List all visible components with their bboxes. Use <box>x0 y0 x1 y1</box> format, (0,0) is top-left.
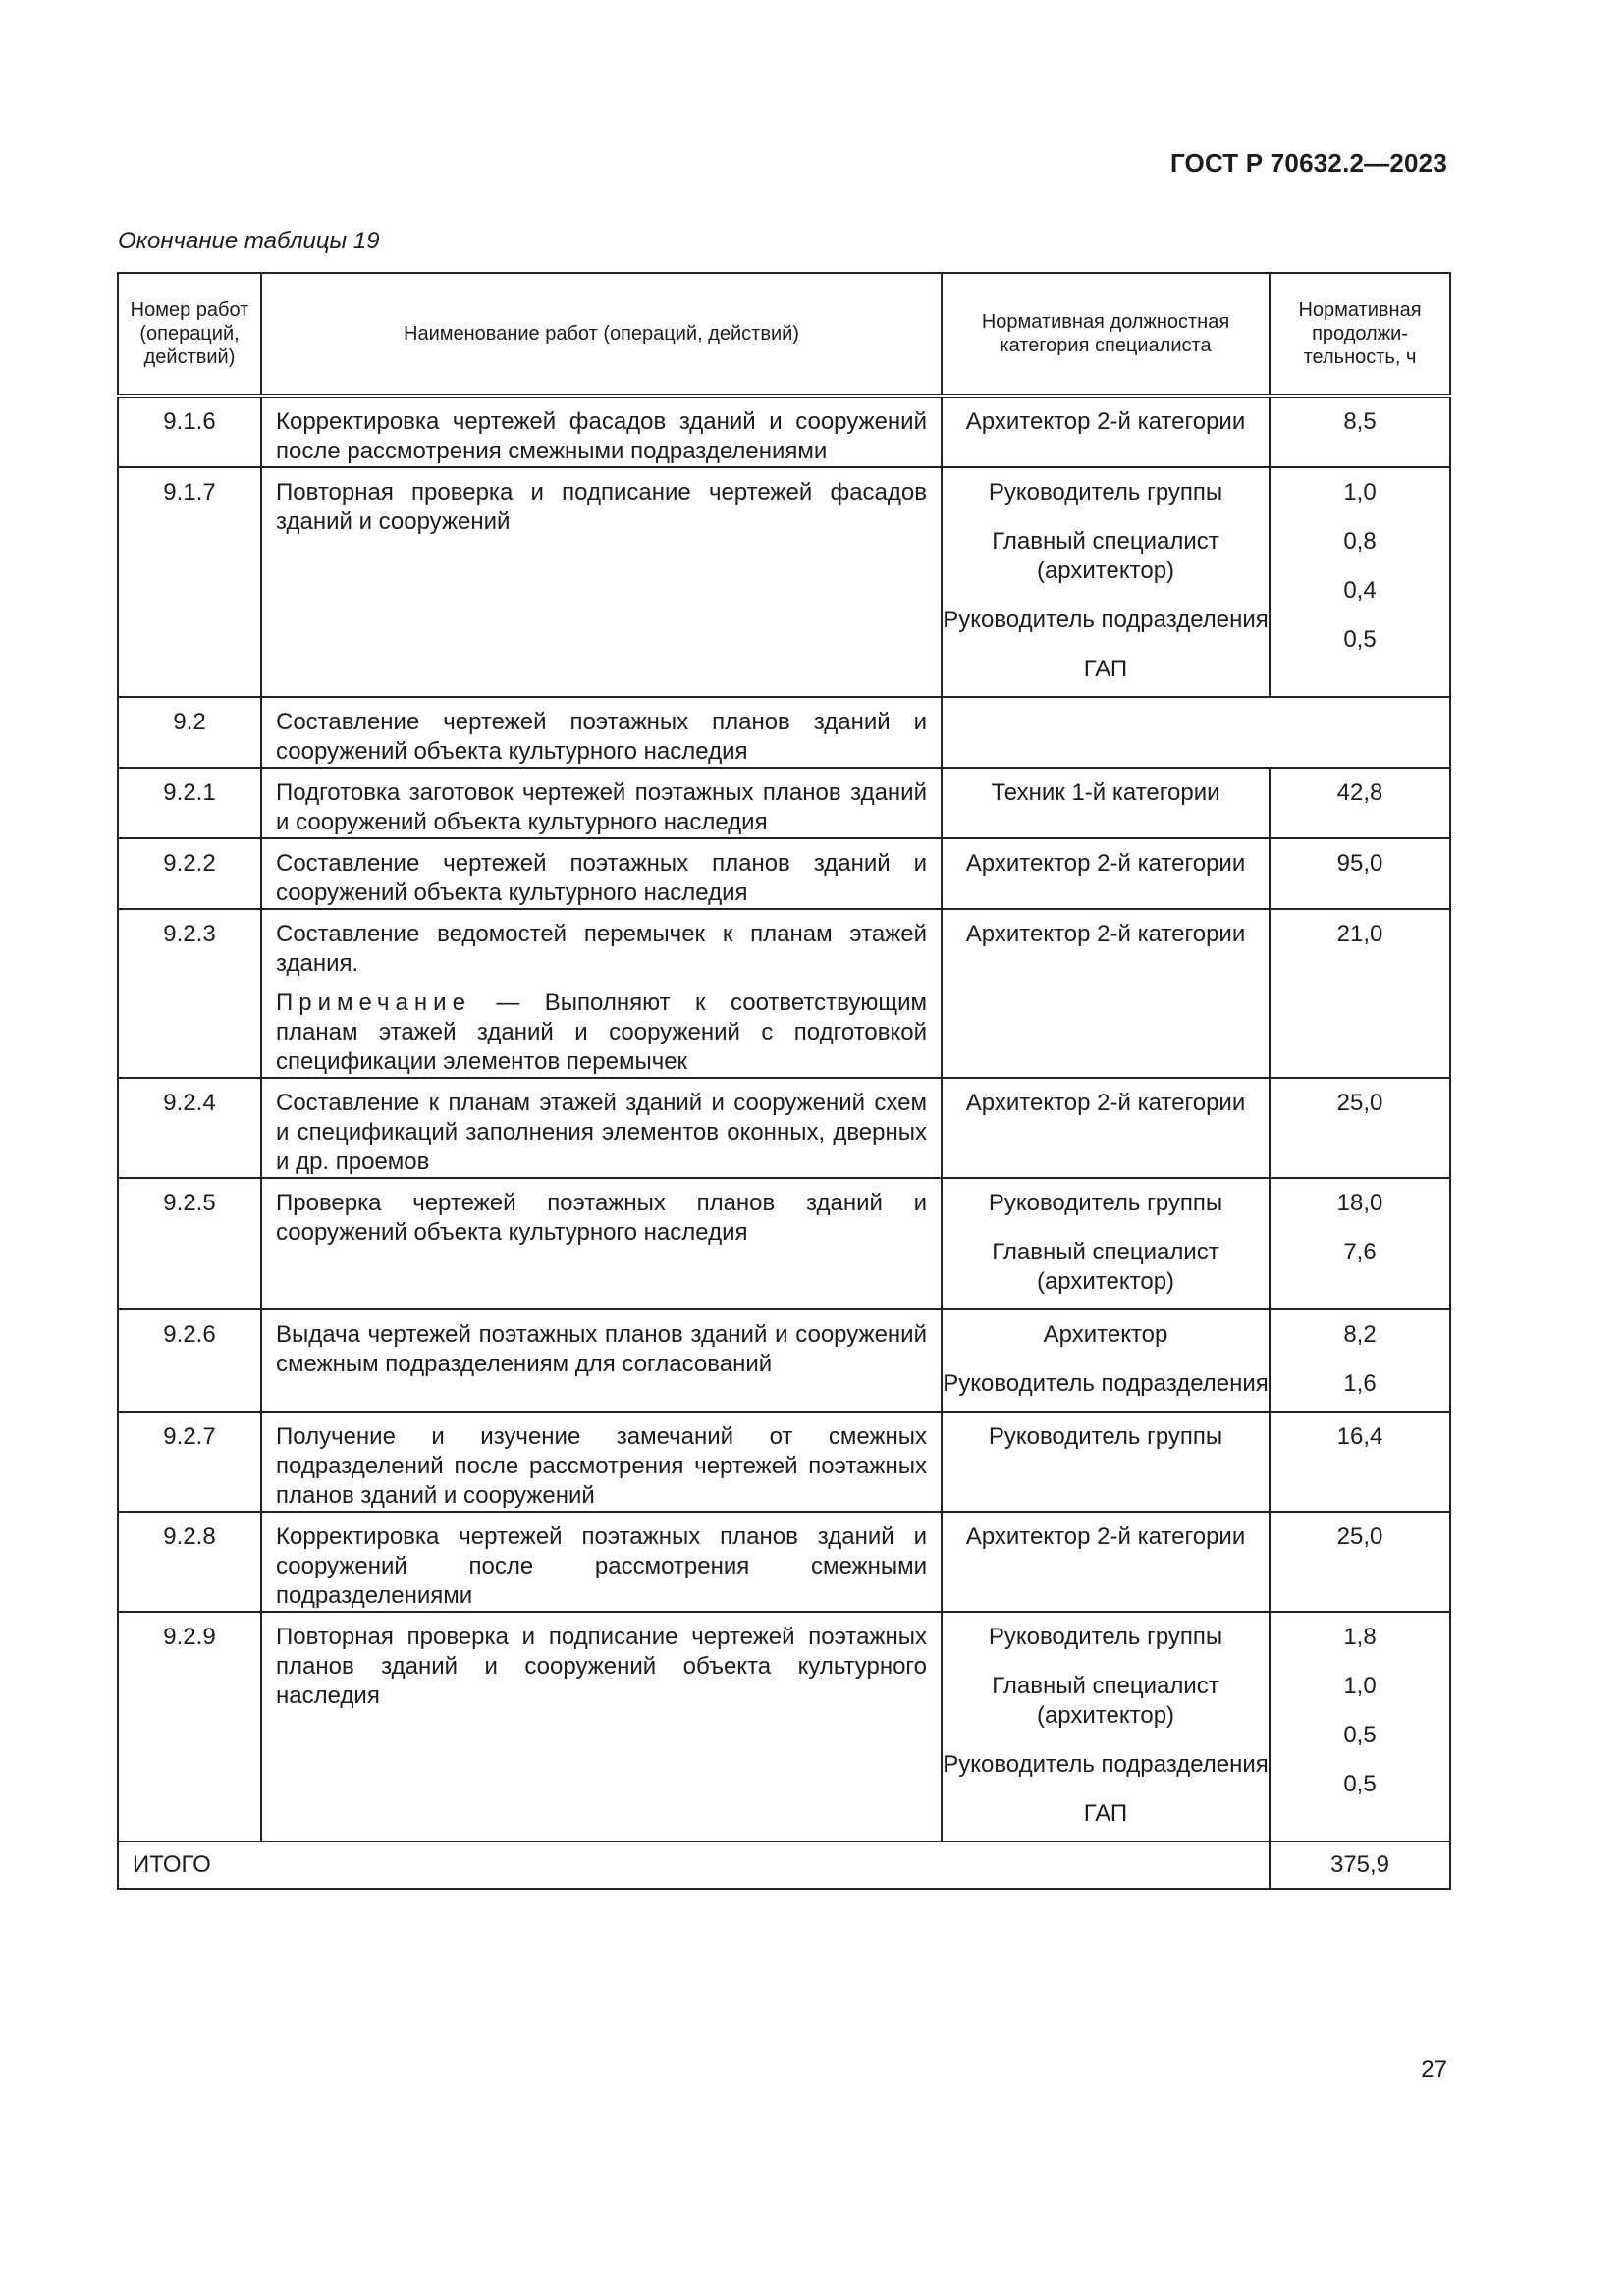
table-header-row <box>118 273 1450 396</box>
table-row <box>118 1178 1450 1309</box>
total-label: ИТОГО <box>118 1842 1270 1889</box>
table-row <box>118 1412 1450 1512</box>
work-name-cell <box>261 467 942 697</box>
note-label: Примечание <box>276 989 471 1016</box>
position-cell <box>942 1078 1270 1178</box>
duration-cell <box>1270 838 1450 909</box>
position-text: Архитектор 2-й категории <box>965 408 1246 435</box>
work-number-cell: 9.2.4 <box>118 1078 261 1178</box>
table-row <box>118 838 1450 909</box>
duration-text: 1,6 <box>1343 1370 1377 1397</box>
work-number-cell: 9.1.6 <box>118 396 261 467</box>
duration-text: 0,8 <box>1343 528 1377 555</box>
duration-cell <box>1270 1309 1450 1412</box>
position-text: Главный специалист (архитектор) <box>992 528 1219 584</box>
note-text: — Выполняют к соответствующим планам этажей зданий и сооружений с подготовкой спецификации элементов перемычек <box>276 989 927 1075</box>
position-text: Руководитель группы <box>988 1624 1223 1650</box>
table-row <box>118 697 1450 768</box>
work-name-text: Корректировка чертежей фасадов зданий и сооружений после рассмотрения смежными подразделениями <box>276 408 927 464</box>
total-value: 375,9 <box>1270 1842 1450 1889</box>
header-number: Номер работ (операций, действий) <box>118 273 261 396</box>
position-text: Архитектор 2-й категории <box>965 1090 1246 1116</box>
table-body <box>118 396 1450 1889</box>
work-name-cell <box>261 838 942 909</box>
table-row <box>118 467 1450 697</box>
work-number-cell: 9.2.9 <box>118 1612 261 1842</box>
table-row <box>118 909 1450 1078</box>
work-name-cell <box>261 1178 942 1309</box>
table-row <box>118 1512 1450 1612</box>
position-text: Руководитель группы <box>988 1190 1223 1216</box>
work-name-cell <box>261 1309 942 1412</box>
work-name-text: Получение и изучение замечаний от смежных подразделений после рассмотрения чертежей поэтажных планов зданий и сооружений <box>276 1423 927 1509</box>
work-name-text: Составление к планам этажей зданий и сооружений схем и спецификаций заполнения элементов оконных, дверных и др. проемов <box>276 1090 927 1175</box>
work-name-text: Проверка чертежей поэтажных планов зданий и сооружений объекта культурного наследия <box>276 1190 927 1246</box>
position-text: Руководитель подразделения <box>943 1370 1269 1397</box>
header-name: Наименование работ (операций, действий) <box>261 273 942 396</box>
position-text: Архитектор 2-й категории <box>965 921 1246 947</box>
position-text: ГАП <box>1083 1800 1128 1827</box>
position-text: Главный специалист (архитектор) <box>992 1673 1219 1729</box>
work-name-text: Подготовка заготовок чертежей поэтажных планов зданий и сооружений объекта культурного наследия <box>276 779 927 835</box>
document-code: ГОСТ Р 70632.2—2023 <box>1169 148 1447 178</box>
total-row <box>118 1842 1450 1889</box>
position-text: Руководитель подразделения <box>943 607 1269 633</box>
work-number-cell: 9.2.7 <box>118 1412 261 1512</box>
work-name-text: Выдача чертежей поэтажных планов зданий и сооружений смежным подразделениям для согласований <box>276 1321 927 1377</box>
table-row <box>118 396 1450 467</box>
work-number-cell: 9.2.6 <box>118 1309 261 1412</box>
duration-text: 0,5 <box>1343 626 1377 653</box>
work-number-cell: 9.1.7 <box>118 467 261 697</box>
work-name-cell <box>261 1412 942 1512</box>
position-text: Архитектор 2-й категории <box>965 1523 1246 1550</box>
header-duration: Нормативная продолжи-тельность, ч <box>1270 273 1450 396</box>
duration-cell <box>1270 1412 1450 1512</box>
page-number: 27 <box>1421 2056 1447 2083</box>
duration-text: 0,4 <box>1343 577 1377 604</box>
work-name-cell <box>261 1612 942 1842</box>
work-name-text: Составление чертежей поэтажных планов зданий и сооружений объекта культурного наследия <box>276 709 927 765</box>
work-name-cell <box>261 909 942 1078</box>
table-row <box>118 1078 1450 1178</box>
work-number-cell: 9.2.3 <box>118 909 261 1078</box>
duration-text: 1,0 <box>1343 479 1377 506</box>
position-text: Руководитель подразделения <box>943 1751 1269 1778</box>
duration-cell <box>1270 1178 1450 1309</box>
position-text: Руководитель группы <box>988 479 1223 506</box>
duration-text: 8,2 <box>1343 1321 1377 1348</box>
section-empty-cell <box>942 697 1450 768</box>
position-text: Главный специалист (архитектор) <box>992 1239 1219 1295</box>
duration-cell <box>1270 1078 1450 1178</box>
duration-text: 1,0 <box>1343 1673 1377 1699</box>
position-cell <box>942 396 1270 467</box>
work-norms-table <box>117 272 1451 1890</box>
position-cell <box>942 909 1270 1078</box>
duration-cell <box>1270 396 1450 467</box>
table-row <box>118 768 1450 838</box>
work-name-text: Корректировка чертежей поэтажных планов зданий и сооружений после рассмотрения смежными подразделениями <box>276 1523 927 1609</box>
work-number-cell: 9.2.5 <box>118 1178 261 1309</box>
position-cell <box>942 838 1270 909</box>
duration-text: 8,5 <box>1343 408 1377 435</box>
duration-cell <box>1270 467 1450 697</box>
table-row <box>118 1309 1450 1412</box>
position-text: Руководитель группы <box>988 1423 1223 1450</box>
work-number-cell: 9.2.2 <box>118 838 261 909</box>
duration-text: 0,5 <box>1343 1722 1377 1748</box>
duration-text: 42,8 <box>1336 779 1383 806</box>
header-position: Нормативная должностная категория специалиста <box>942 273 1270 396</box>
position-cell <box>942 1412 1270 1512</box>
position-cell <box>942 1309 1270 1412</box>
work-name-cell <box>261 396 942 467</box>
work-note <box>276 988 927 1077</box>
work-name-cell <box>261 768 942 838</box>
duration-cell <box>1270 1612 1450 1842</box>
position-cell <box>942 1512 1270 1612</box>
work-name-cell <box>261 697 942 768</box>
position-text: Архитектор <box>1043 1321 1168 1348</box>
duration-text: 1,8 <box>1343 1624 1377 1650</box>
duration-text: 21,0 <box>1336 921 1383 947</box>
work-name-cell <box>261 1078 942 1178</box>
duration-text: 25,0 <box>1336 1090 1383 1116</box>
duration-text: 18,0 <box>1336 1190 1383 1216</box>
work-name-text: Составление ведомостей перемычек к планам этажей здания. <box>276 921 927 977</box>
table-caption: Окончание таблицы 19 <box>118 228 380 254</box>
work-number-cell: 9.2.8 <box>118 1512 261 1612</box>
work-name-text: Повторная проверка и подписание чертежей поэтажных планов зданий и сооружений объекта культурного наследия <box>276 1624 927 1709</box>
position-text: Архитектор 2-й категории <box>965 850 1246 877</box>
duration-text: 16,4 <box>1336 1423 1383 1450</box>
work-name-text: Повторная проверка и подписание чертежей фасадов зданий и сооружений <box>276 479 927 535</box>
duration-text: 7,6 <box>1343 1239 1377 1265</box>
duration-text: 25,0 <box>1336 1523 1383 1550</box>
work-name-cell <box>261 1512 942 1612</box>
duration-cell <box>1270 768 1450 838</box>
work-name-text: Составление чертежей поэтажных планов зданий и сооружений объекта культурного наследия <box>276 850 927 906</box>
duration-cell <box>1270 909 1450 1078</box>
position-text: ГАП <box>1083 656 1128 682</box>
position-cell <box>942 768 1270 838</box>
work-number-cell: 9.2 <box>118 697 261 768</box>
position-cell <box>942 1178 1270 1309</box>
duration-cell <box>1270 1512 1450 1612</box>
position-text: Техник 1-й категории <box>991 779 1220 806</box>
table-row <box>118 1612 1450 1842</box>
position-cell <box>942 467 1270 697</box>
work-number-cell: 9.2.1 <box>118 768 261 838</box>
position-cell <box>942 1612 1270 1842</box>
duration-text: 0,5 <box>1343 1771 1377 1797</box>
duration-text: 95,0 <box>1336 850 1383 877</box>
